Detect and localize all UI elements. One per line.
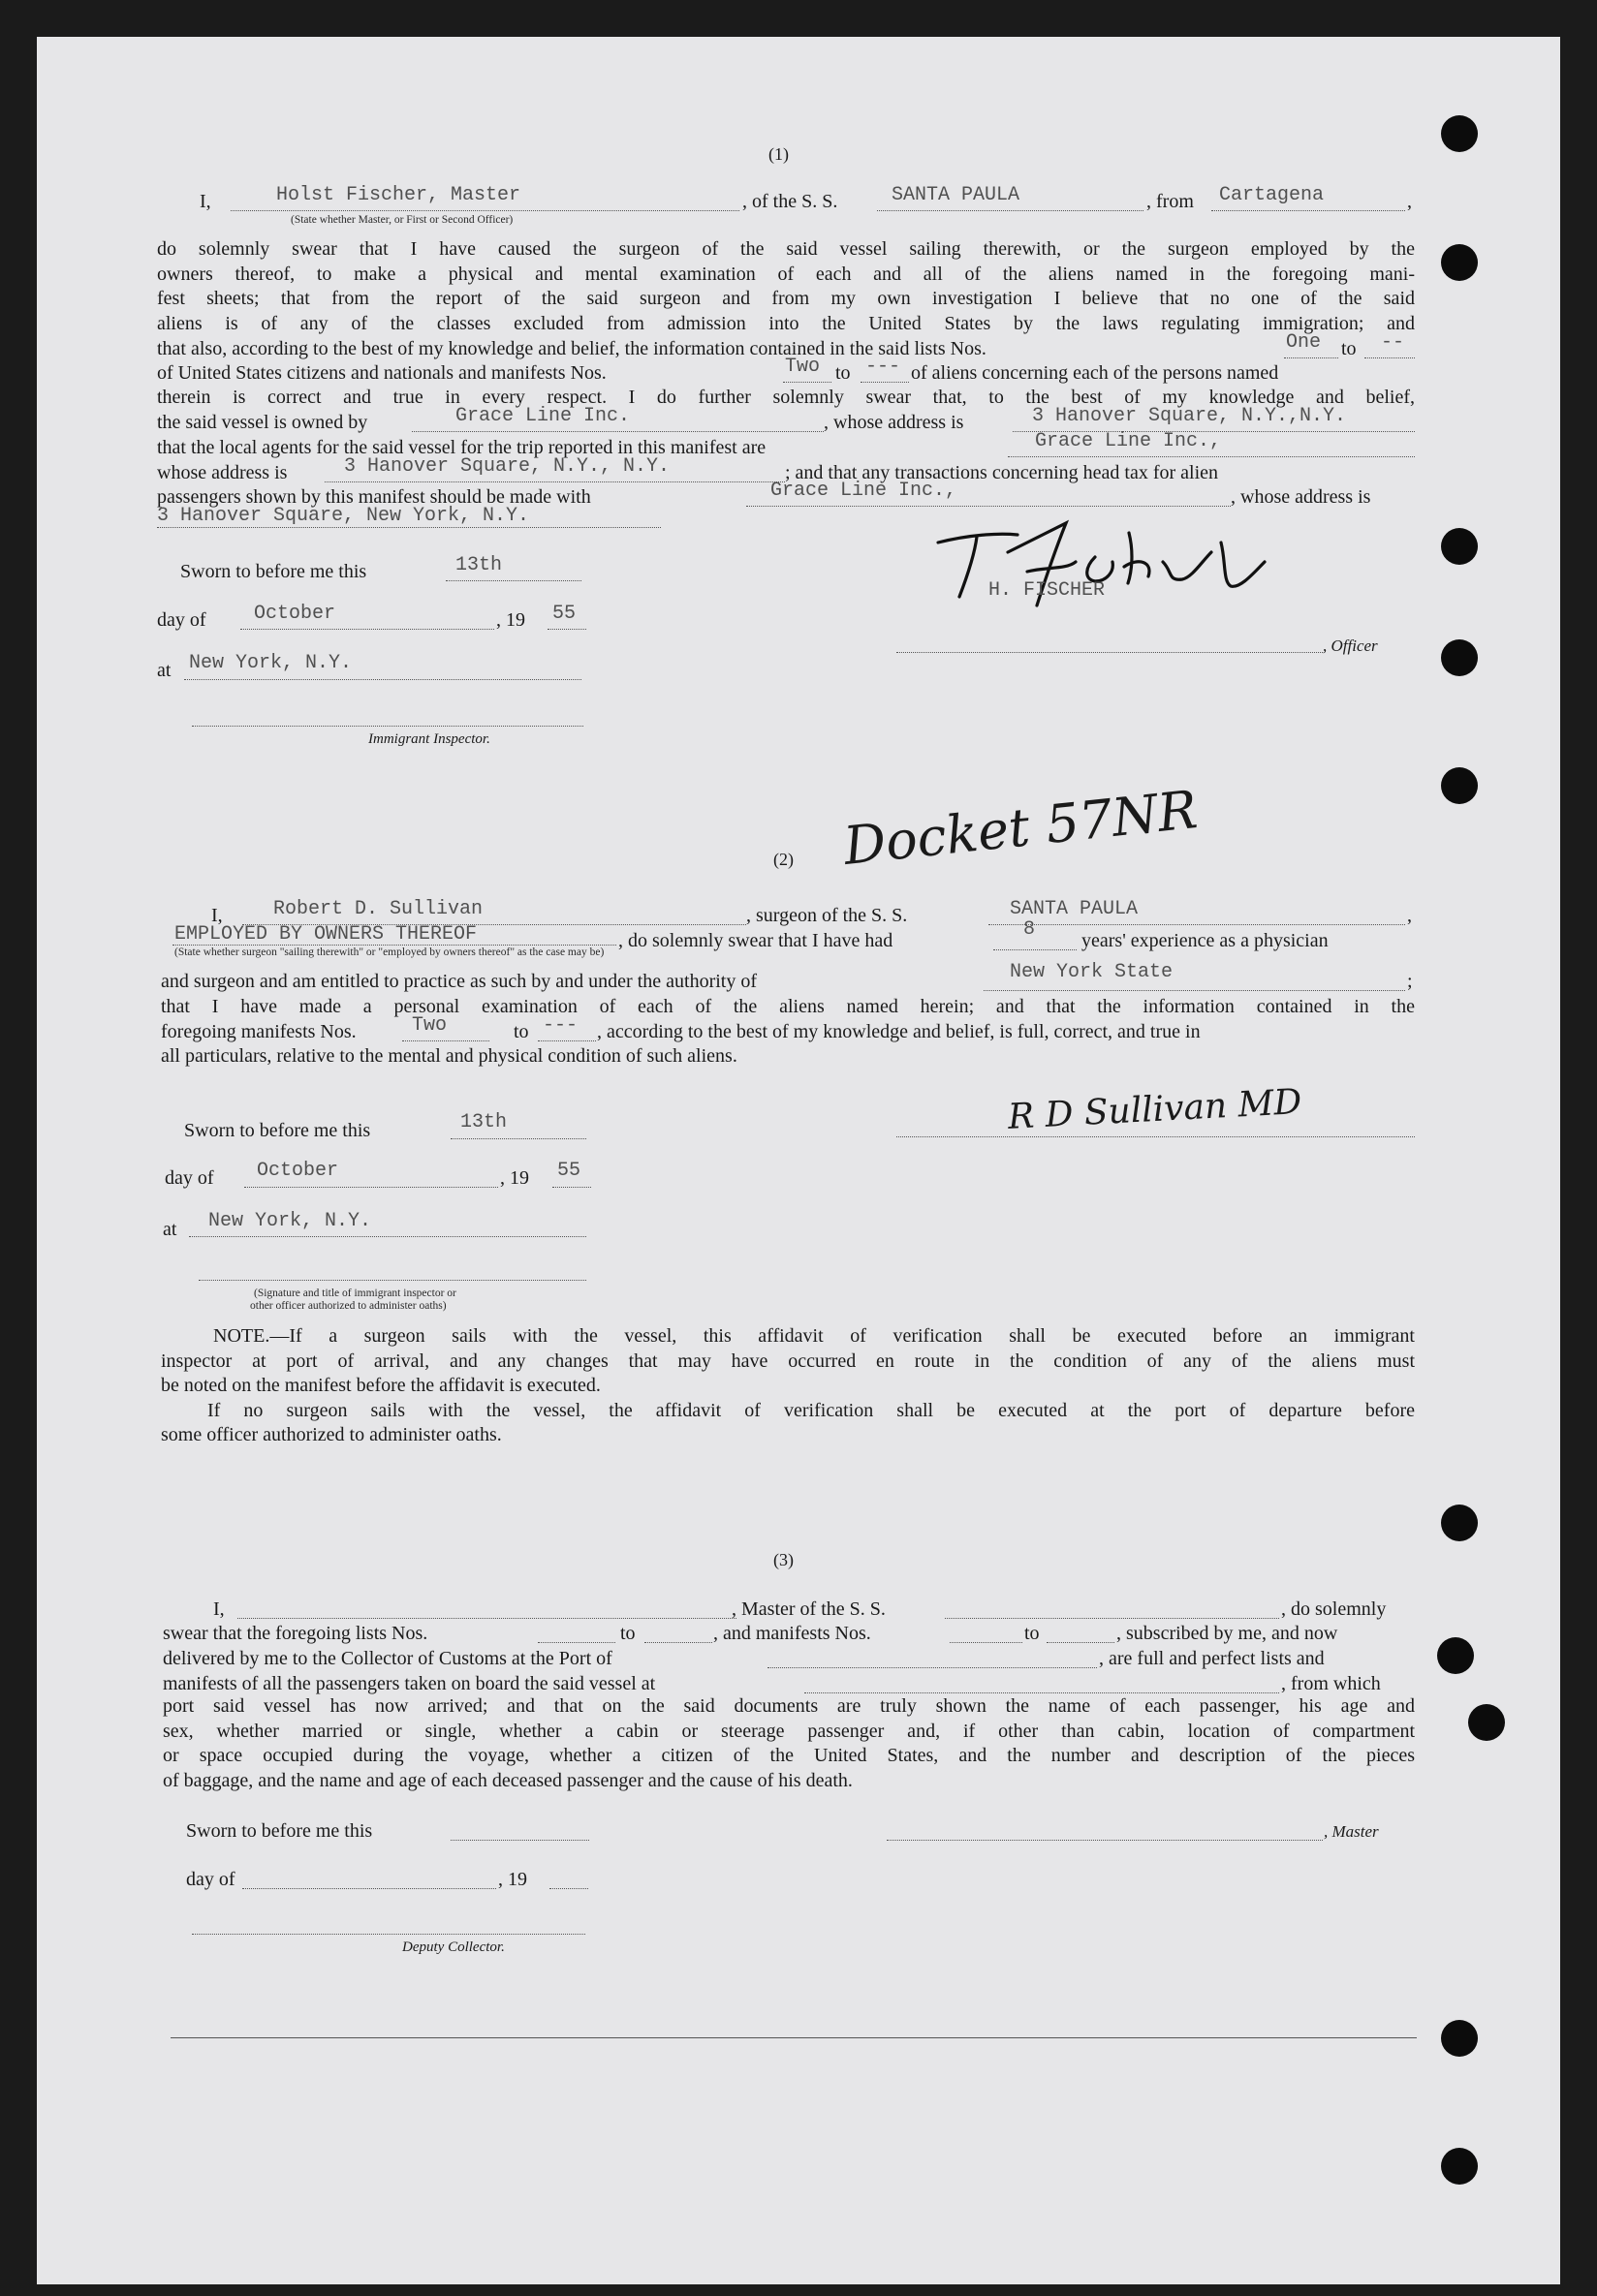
officer-label: , Officer <box>1323 636 1378 655</box>
agents-field: Grace Line Inc., <box>1035 430 1222 452</box>
surgeon-employment-field: EMPLOYED BY OWNERS THEREOF <box>174 923 478 946</box>
section-3-number: (3) <box>773 1550 794 1569</box>
practice-authority-field: New York State <box>1010 961 1174 983</box>
section-1-number: (1) <box>768 144 789 164</box>
surgeon-signature: R D Sullivan MD <box>1007 1082 1303 1137</box>
s2-manifest-to-field: --- <box>543 1014 579 1037</box>
master-label: , Master <box>1324 1822 1379 1841</box>
s1-sworn-day-field: 13th <box>455 554 503 576</box>
note-text: NOTE.—If a surgeon sails with the vessel, this affidavit of verification shall be executed before an immigrant inspector at port of arrival, and any changes that may have occurred en route in the condition of any of the aliens must be noted on the manifest before the affidavit is executed. If no surgeon sails with the vessel, the affidavit of verification shall be executed at the port of departure before some officer authorized to administer oaths. <box>161 1325 1415 1445</box>
s2-place-field: New York, N.Y. <box>208 1210 372 1232</box>
binder-hole <box>1441 244 1478 281</box>
binder-hole <box>1441 767 1478 804</box>
departure-port-field: Cartagena <box>1219 184 1325 206</box>
master-signer-name: H. FISCHER <box>988 579 1106 602</box>
s1-from-label: , from <box>1146 191 1194 212</box>
signature-title-hint: (Signature and title of immigrant inspector or <box>254 1288 456 1299</box>
s1-of-ss-label: , of the S. S. <box>742 191 838 212</box>
head-tax-address-field: 3 Hanover Square, New York, N.Y. <box>157 505 530 527</box>
s1-month-field: October <box>254 603 336 625</box>
s2-month-field: October <box>257 1160 339 1182</box>
binder-hole <box>1441 528 1478 565</box>
binder-hole <box>1441 115 1478 152</box>
surgeon-type-hint: (State whether surgeon "sailing therewith" or "employed by owners thereof" as the case may be) <box>174 946 605 958</box>
s2-year-field: 55 <box>557 1160 581 1182</box>
binder-hole <box>1468 1704 1505 1741</box>
s1-i-label: I, <box>200 191 211 212</box>
deputy-collector-label: Deputy Collector. <box>402 1939 505 1955</box>
s1-year-field: 55 <box>552 603 577 625</box>
binder-hole <box>1441 1505 1478 1541</box>
docket-stamp: Docket 57NR <box>840 779 1201 877</box>
binder-hole <box>1441 639 1478 676</box>
s2-sworn-day-field: 13th <box>460 1111 508 1133</box>
binder-hole <box>1441 2148 1478 2185</box>
list-from-field: One <box>1286 331 1322 354</box>
years-experience-field: 8 <box>1023 918 1036 941</box>
s1-oath-text: do solemnly swear that I have caused the surgeon of the said vessel sailing therewith, or the surgeon employed by the owners thereof, to make a physical and mental examination of each and all of the aliens named in the foregoing mani- fest sheets; that from the report of the said surgeon and from my own investigation I believe that no one of the said aliens is of any of the classes excluded from admission into the United States by the laws regulating immigration; and <box>157 238 1415 334</box>
bottom-rule <box>171 2037 1417 2038</box>
master-name-field: Holst Fischer, Master <box>276 184 521 206</box>
agents-address-field: 3 Hanover Square, N.Y., N.Y. <box>344 455 671 478</box>
immigrant-inspector-label: Immigrant Inspector. <box>368 731 490 747</box>
head-tax-party-field: Grace Line Inc., <box>770 480 957 502</box>
s2-vessel-field: SANTA PAULA <box>1010 898 1139 920</box>
owner-address-field: 3 Hanover Square, N.Y.,N.Y. <box>1032 405 1347 427</box>
surgeon-name-field: Robert D. Sullivan <box>273 898 484 920</box>
section-2-number: (2) <box>773 850 794 869</box>
manifest-to-field: --- <box>865 356 901 378</box>
s1-place-field: New York, N.Y. <box>189 652 353 674</box>
list-to-field: -- <box>1381 331 1405 354</box>
master-rank-hint: (State whether Master, or First or Second Officer) <box>291 214 514 226</box>
manifest-from-field: Two <box>785 356 821 378</box>
owner-field: Grace Line Inc. <box>455 405 631 427</box>
vessel-name-field: SANTA PAULA <box>892 184 1020 206</box>
s2-manifest-from-field: Two <box>412 1014 448 1037</box>
s3-oath-text: port said vessel has now arrived; and that on the said documents are truly shown the name of each passenger, his age and sex, whether married or single, whether a cabin or steerage passenger and, if other than cabin, location of compartment or space occupied during the voyage, whether a citizen of the United States, and the number and description of the pieces of baggage, and the name and age of each deceased passenger and the cause of his death. <box>163 1695 1415 1791</box>
binder-hole <box>1437 1637 1474 1674</box>
binder-hole <box>1441 2020 1478 2057</box>
